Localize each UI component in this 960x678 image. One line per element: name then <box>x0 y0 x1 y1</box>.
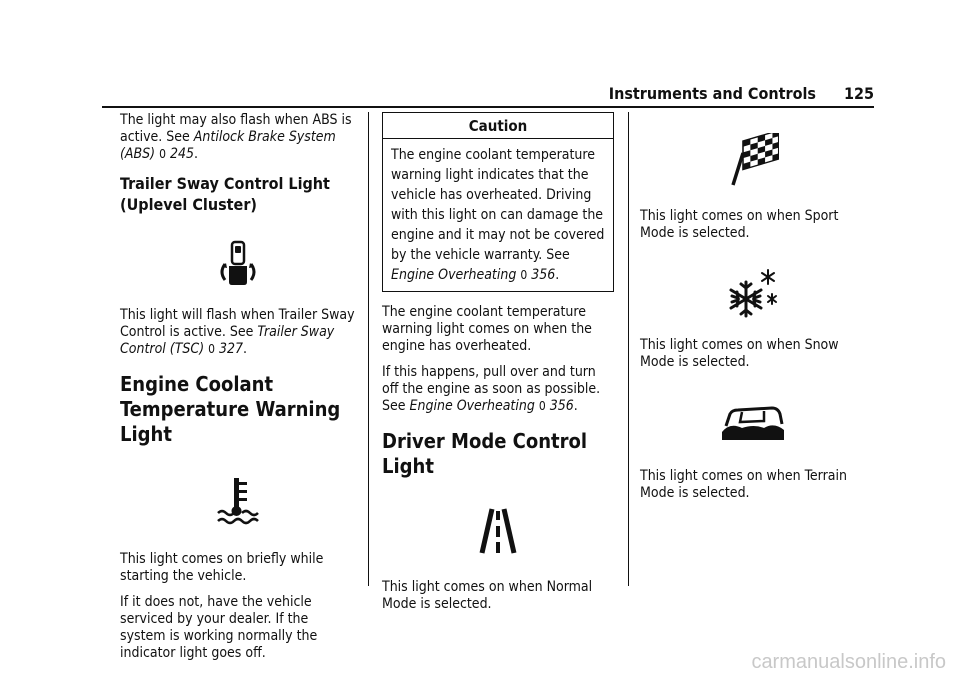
checkered-flag-icon <box>640 112 866 208</box>
column-1 <box>120 112 356 671</box>
coolant-paragraph-1: This light comes on briefly while starting the vehicle. <box>120 551 324 584</box>
column-divider-2 <box>628 112 629 586</box>
abs-page-ref[interactable]: 245 <box>169 146 195 162</box>
driver-mode-heading: Driver Mode Control Light <box>382 429 588 478</box>
header-rule <box>102 106 874 108</box>
page-ref-icon: 0 <box>159 147 166 161</box>
tsc-link[interactable]: Trailer Sway Control (TSC) <box>120 324 335 357</box>
overheating-link-2[interactable]: Engine Overheating <box>409 398 535 414</box>
caution-box <box>382 112 614 292</box>
terrain-vehicle-icon <box>640 380 866 468</box>
coolant-temperature-icon <box>120 451 356 551</box>
snowflake-icon <box>640 251 866 337</box>
section-title: Instruments and Controls <box>608 84 816 103</box>
normal-mode-paragraph: This light comes on when Normal Mode is selected. <box>382 579 593 612</box>
trailer-sway-heading: Trailer Sway Control Light (Uplevel Cluster) <box>120 174 330 214</box>
coolant-heading: Engine Coolant Temperature Warning Light <box>120 372 341 446</box>
normal-mode-road-icon <box>382 483 614 579</box>
abs-paragraph: The light may also flash when ABS is active. See Antilock Brake System (ABS) 0 245. <box>120 112 352 162</box>
watermark: carmanualsonline.info <box>751 651 946 673</box>
caution-title: Caution <box>383 113 613 139</box>
page-ref-icon: 0 <box>208 342 215 356</box>
page-number: 125 <box>843 84 874 103</box>
column-3 <box>640 112 866 511</box>
column-2 <box>382 112 614 622</box>
terrain-mode-paragraph: This light comes on when Terrain Mode is selected. <box>640 468 847 501</box>
overheating-page-ref[interactable]: 356 <box>531 267 556 283</box>
page-ref-icon: 0 <box>538 399 546 413</box>
overheating-page-ref-2[interactable]: 356 <box>549 398 574 414</box>
trailer-sway-paragraph: This light will flash when Trailer Sway Control is active. See Trailer Sway Control (TSC) 0 327. <box>120 307 355 357</box>
sport-mode-paragraph: This light comes on when Sport Mode is selected. <box>640 208 839 241</box>
snow-mode-paragraph: This light comes on when Snow Mode is selected. <box>640 337 839 370</box>
caution-text: The engine coolant temperature warning light indicates that the vehicle has overheated. Driving with this light on can damage the engine and it may not be covered by the vehicle warranty. See Engine Overheating 0 356. <box>391 147 605 283</box>
trailer-sway-icon <box>120 219 356 307</box>
page-header <box>609 84 874 103</box>
abs-link[interactable]: Antilock Brake System (ABS) <box>120 129 336 162</box>
coolant-paragraph-2: If it does not, have the vehicle serviced by your dealer. If the system is working normally the indicator light goes off. <box>120 594 318 661</box>
overheating-link[interactable]: Engine Overheating <box>391 267 517 283</box>
overheated-paragraph: The engine coolant temperature warning light comes on when the engine has overheated. <box>382 304 592 354</box>
pull-over-paragraph: If this happens, pull over and turn off the engine as soon as possible. See Engine Overheating 0 356. <box>382 364 601 414</box>
tsc-page-ref[interactable]: 327 <box>219 341 244 357</box>
page-ref-icon: 0 <box>520 268 528 282</box>
column-divider-1 <box>368 112 369 586</box>
